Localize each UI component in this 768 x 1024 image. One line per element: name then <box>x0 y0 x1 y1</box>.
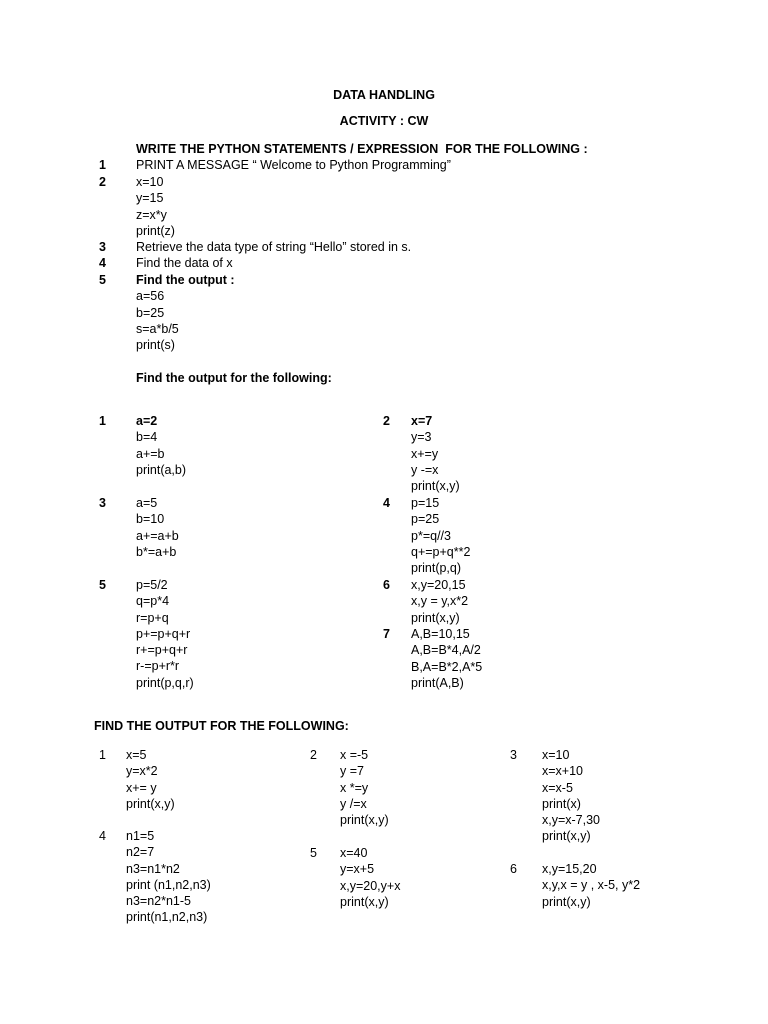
section1-item-body <box>136 239 411 255</box>
code-line: print(x,y) <box>542 894 591 909</box>
code-line: b=4 <box>136 430 158 445</box>
section3-item-body <box>542 861 640 910</box>
section3-item-body <box>542 747 600 845</box>
code-line: b*=a+b <box>136 544 177 559</box>
code-line: print(s) <box>136 338 175 353</box>
section3-item-number: 2 <box>310 748 317 762</box>
code-line: y=x*2 <box>126 764 158 779</box>
section1-item-number: 5 <box>99 273 106 287</box>
section2-item-body <box>411 626 482 691</box>
code-line: y=3 <box>411 430 432 445</box>
code-line: x=40 <box>340 846 368 860</box>
code-line: x *=y <box>340 780 369 795</box>
section3-item-number: 4 <box>99 829 106 843</box>
code-line: print(a,b) <box>136 462 187 477</box>
section1-item-number: 2 <box>99 175 106 189</box>
code-line: p=5/2 <box>136 578 168 592</box>
code-line: z=x*y <box>136 207 167 222</box>
page-title: DATA HANDLING <box>333 88 435 102</box>
code-line: x =-5 <box>340 748 369 762</box>
code-line: a=5 <box>136 496 158 510</box>
code-line: p+=p+q+r <box>136 626 191 641</box>
code-line: x=x+10 <box>542 764 584 779</box>
section2-item-body <box>136 495 179 560</box>
section2-item-body <box>136 577 194 691</box>
code-line: Find the data of x <box>136 256 233 270</box>
code-line: y -=x <box>411 462 439 477</box>
code-line: a=56 <box>136 289 165 304</box>
code-line: x,y,x = y , x-5, y*2 <box>542 878 641 893</box>
code-line: x,y = y,x*2 <box>411 594 469 609</box>
section2-item-number: 3 <box>99 496 106 510</box>
section2-item-number: 5 <box>99 578 106 592</box>
code-line: x=x-5 <box>542 780 573 795</box>
code-line: print(A,B) <box>411 675 464 690</box>
code-line: Find the output : <box>136 273 235 287</box>
section3-item-body <box>126 747 175 812</box>
section2-item-number: 6 <box>383 578 390 592</box>
code-line: y =7 <box>340 764 364 779</box>
code-line: print(z) <box>136 223 175 238</box>
section2-item-number: 1 <box>99 414 106 428</box>
code-line: s=a*b/5 <box>136 321 179 336</box>
section2-item-body <box>411 495 470 576</box>
code-line: print(x,y) <box>411 610 460 625</box>
code-line: y=x+5 <box>340 862 375 877</box>
section3-item-number: 5 <box>310 846 317 860</box>
code-line: a=2 <box>136 414 158 428</box>
code-line: x,y=20,15 <box>411 578 466 592</box>
section2-item-body <box>411 577 468 626</box>
code-line: r+=p+q+r <box>136 643 188 658</box>
section1-item-number: 4 <box>99 256 106 270</box>
code-line: print(p,q,r) <box>136 675 194 690</box>
code-line: a+=a+b <box>136 528 179 543</box>
section2-item-number: 4 <box>383 496 390 510</box>
code-line: b=25 <box>136 305 165 320</box>
code-line: print(p,q) <box>411 561 462 576</box>
section1-item-number: 1 <box>99 158 106 172</box>
code-line: a+=b <box>136 446 165 461</box>
section3-item-number: 3 <box>510 748 517 762</box>
section1-item-body <box>136 272 235 353</box>
page-subtitle: ACTIVITY : CW <box>339 114 429 128</box>
code-line: q=p*4 <box>136 594 170 609</box>
code-line: n2=7 <box>126 845 155 860</box>
code-line: print(x,y) <box>340 813 389 828</box>
code-line: y /=x <box>340 796 367 811</box>
code-line: r-=p+r*r <box>136 659 180 674</box>
section2-item-number: 2 <box>383 414 390 428</box>
code-line: x=5 <box>126 748 147 762</box>
section3-heading: FIND THE OUTPUT FOR THE FOLLOWING: <box>94 719 349 733</box>
code-line: n3=n2*n1-5 <box>126 894 191 909</box>
code-line: x+=y <box>411 446 439 461</box>
code-line: Retrieve the data type of string “Hello” stored in s. <box>136 240 412 254</box>
code-line: x+= y <box>126 780 157 795</box>
code-line: n3=n1*n2 <box>126 861 180 876</box>
code-line: B,A=B*2,A*5 <box>411 659 483 674</box>
code-line: p=15 <box>411 496 440 510</box>
code-line: x,y=20,y+x <box>340 878 401 893</box>
code-line: print (n1,n2,n3) <box>126 877 211 892</box>
code-line: n1=5 <box>126 829 155 843</box>
code-line: p*=q//3 <box>411 528 451 543</box>
section3-item-body <box>126 828 211 926</box>
code-line: r=p+q <box>136 610 169 625</box>
section3-item-number: 6 <box>510 862 517 876</box>
section1-item-body <box>136 255 233 271</box>
code-line: PRINT A MESSAGE “ Welcome to Python Programming” <box>136 158 451 172</box>
code-line: y=15 <box>136 191 164 206</box>
code-line: print(x,y) <box>542 829 591 844</box>
code-line: b=10 <box>136 512 165 527</box>
code-line: x,y=x-7,30 <box>542 813 601 828</box>
section3-item-body <box>340 747 389 828</box>
code-line: p=25 <box>411 512 440 527</box>
section3-item-number: 1 <box>99 748 106 762</box>
section1-item-body <box>136 174 175 239</box>
code-line: x=10 <box>542 748 570 762</box>
code-line: print(x) <box>542 796 581 811</box>
section1-item-number: 3 <box>99 240 106 254</box>
code-line: print(x,y) <box>411 479 460 494</box>
code-line: x,y=15,20 <box>542 862 597 876</box>
section1-heading: WRITE THE PYTHON STATEMENTS / EXPRESSION FOR THE FOLLOWING : <box>136 142 588 156</box>
code-line: A,B=B*4,A/2 <box>411 643 481 658</box>
code-line: x=7 <box>411 414 433 428</box>
code-line: print(x,y) <box>126 796 175 811</box>
code-line: print(n1,n2,n3) <box>126 910 208 925</box>
section2-item-body <box>136 413 186 478</box>
section2-item-body <box>411 413 460 494</box>
code-line: x=10 <box>136 175 164 189</box>
section1-item-body <box>136 157 451 173</box>
code-line: A,B=10,15 <box>411 627 470 641</box>
section3-item-body <box>340 845 400 910</box>
section2-heading: Find the output for the following: <box>136 371 332 385</box>
section2-item-number: 7 <box>383 627 390 641</box>
code-line: q+=p+q**2 <box>411 544 471 559</box>
code-line: print(x,y) <box>340 894 389 909</box>
